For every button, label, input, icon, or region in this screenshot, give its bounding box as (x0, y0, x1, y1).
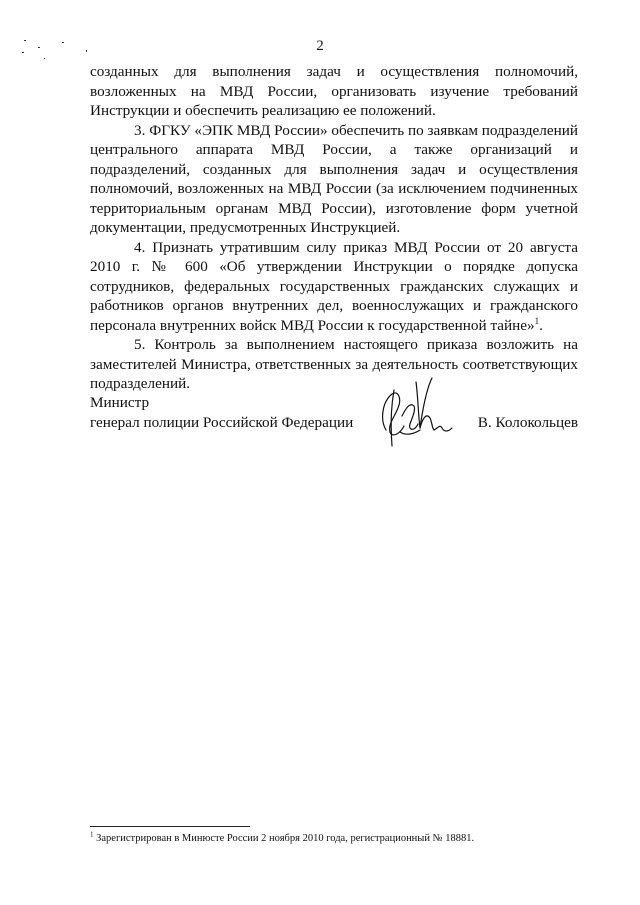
signatory-position: Министр (90, 394, 150, 411)
handwritten-signature (372, 372, 462, 450)
signatory-name: В. Колокольцев (477, 413, 578, 431)
document-body (90, 62, 578, 394)
footnote-separator (90, 826, 250, 827)
footnote (90, 832, 578, 846)
page-number: 2 (316, 38, 324, 54)
paragraph-item-5 (90, 335, 578, 394)
footnote-marker: 1 (90, 830, 94, 839)
paragraph-item-4 (90, 238, 578, 336)
paragraph-text: 4. Признать утратившим силу приказ МВД России от 20 августа 2010 г. № 600 «Об утверждении Инструкции о порядке допуска сотрудников, федеральных государственных гражданских служащих и работников органов внутренних дел, военнослужащих и гражданского персонала внутренних войск МВД России к государственной тайне» (90, 238, 578, 334)
paragraph-text: 5. Контроль за выполнением настоящего приказа возложить на заместителей Министра, ответственных за деятельность соответствующих подразделений. (90, 336, 578, 392)
paragraph-trailing-punctuation: . (539, 316, 543, 334)
paragraph-item-3 (90, 121, 578, 238)
paragraph-text: созданных для выполнения задач и осуществления полномочий, возложенных на МВД России, организовать изучение требований Инструкции и обеспечить реализацию ее положений. (90, 63, 578, 119)
paragraph-text: 3. ФГКУ «ЭПК МВД России» обеспечить по заявкам подразделений центрального аппарата МВД России, а также организаций и подразделений, созданных для выполнения задач и осуществления полномочий, возложенных на МВД России (за исключением подчиненных территориальным органам МВД России), изготовление форм учетной документации, предусмотренных Инструкцией. (90, 121, 578, 236)
signature-block (90, 393, 578, 453)
paragraph-continuation (90, 62, 578, 121)
signatory-rank: генерал полиции Российской Федерации (90, 413, 354, 431)
footnote-reference[interactable]: 1 (534, 315, 540, 326)
footnote-text: Зарегистрирован в Минюсте России 2 ноября 2010 года, регистрационный № 18881. (96, 833, 475, 844)
